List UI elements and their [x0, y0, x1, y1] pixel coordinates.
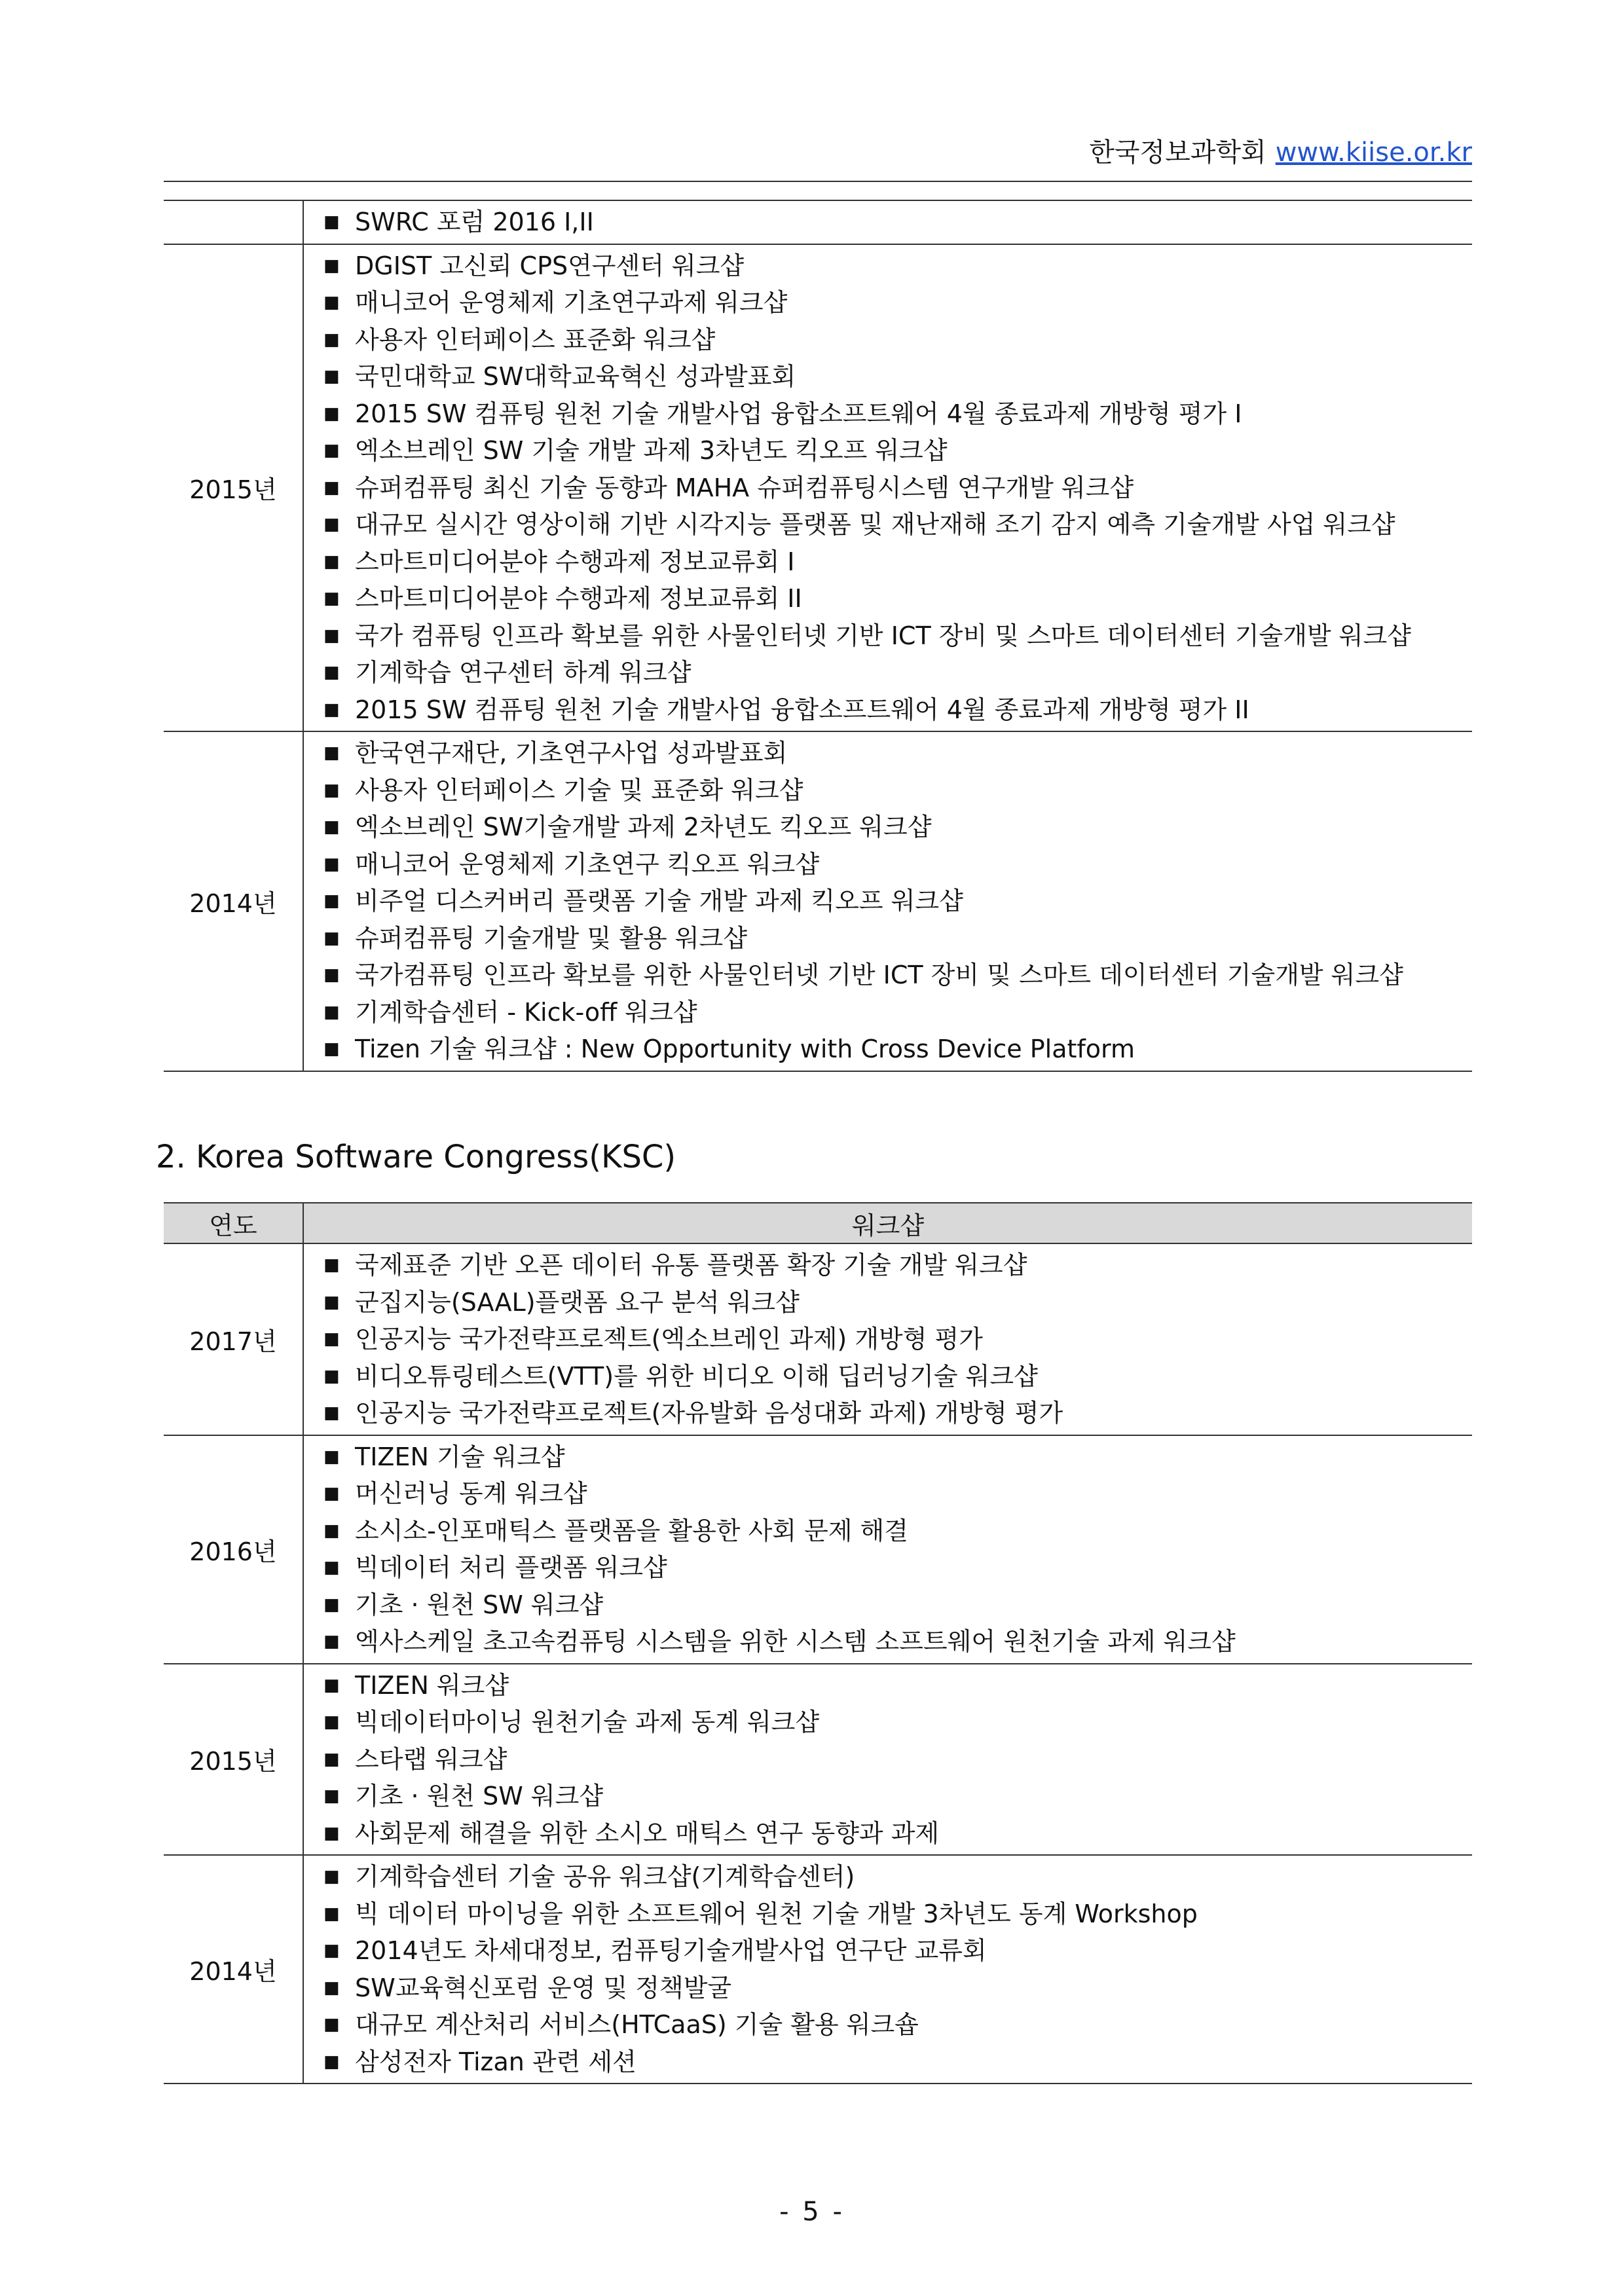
- list-item: [323, 1031, 1472, 1068]
- square-bullet-icon: ■: [323, 1446, 340, 1467]
- workshop-item-text: TIZEN 기술 워크샵: [355, 1442, 565, 1471]
- workshop-item-text: 사용자 인터페이스 기술 및 표준화 워크샵: [355, 775, 803, 805]
- list-item: [323, 506, 1472, 543]
- square-bullet-icon: ■: [323, 367, 340, 386]
- list-item: [323, 1815, 1472, 1852]
- workshop-list-cell: [303, 1855, 1472, 2084]
- year-group-row: [164, 200, 1472, 244]
- workshop-item-text: 2014년도 차세대정보, 컴퓨팅기술개발사업 연구단 교류회: [355, 1936, 987, 1965]
- square-bullet-icon: ■: [323, 1977, 340, 1998]
- square-bullet-icon: ■: [323, 1520, 340, 1541]
- year-group-row: [164, 1435, 1472, 1664]
- workshop-item-text: 기계학습 연구센터 하계 워크샵: [355, 658, 692, 687]
- list-item: [323, 1513, 1472, 1550]
- year-column-header: 연도: [164, 1203, 303, 1243]
- square-bullet-icon: ■: [323, 1632, 340, 1651]
- list-item: [323, 1439, 1472, 1476]
- workshop-item-text: 2015 SW 컴퓨팅 원천 기술 개발사업 융합소프트웨어 4월 종료과제 개방형 평가 I: [355, 399, 1242, 428]
- square-bullet-icon: ■: [323, 928, 340, 948]
- workshop-item-text: 대규모 계산처리 서비스(HTCaaS) 기술 활용 워크숍: [355, 2010, 919, 2039]
- workshop-item-text: 비주얼 디스커버리 플랫폼 기술 개발 과제 킥오프 워크샵: [355, 887, 963, 915]
- square-bullet-icon: ■: [323, 699, 340, 720]
- page-header: [164, 130, 1472, 182]
- workshop-list: [323, 735, 1472, 1068]
- workshop-list: [323, 1667, 1472, 1852]
- square-bullet-icon: ■: [323, 1002, 340, 1022]
- list-item: [323, 2044, 1472, 2081]
- list-item: [323, 1475, 1472, 1513]
- square-bullet-icon: ■: [323, 817, 340, 837]
- list-item: [323, 248, 1472, 285]
- workshop-item-text: 스마트미디어분야 수행과제 정보교류회 I: [355, 547, 795, 576]
- workshop-item-text: 머신러닝 동계 워크샵: [355, 1479, 587, 1508]
- square-bullet-icon: ■: [323, 551, 340, 572]
- square-bullet-icon: ■: [323, 1712, 340, 1732]
- workshop-item-text: SWRC 포럼 2016 I,II: [355, 208, 594, 236]
- header-url-link[interactable]: www.kiise.or.kr: [1275, 138, 1472, 168]
- list-item: [323, 2006, 1472, 2044]
- list-item: [323, 321, 1472, 359]
- list-item: [323, 691, 1472, 729]
- list-item: [323, 358, 1472, 395]
- workshop-item-text: 빅데이터마이닝 원천기술 과제 동계 워크샵: [355, 1708, 820, 1736]
- workshop-list-cell: [303, 244, 1472, 732]
- workshop-table-continued: [164, 200, 1472, 1072]
- list-item: [323, 654, 1472, 691]
- square-bullet-icon: ■: [323, 625, 340, 646]
- ksc-workshop-table: [164, 1202, 1472, 2084]
- list-item: [323, 580, 1472, 617]
- workshop-item-text: SW교육혁신포럼 운영 및 정책발굴: [355, 1973, 732, 2002]
- workshop-item-text: 매니코어 운영체제 기초연구 킥오프 워크샵: [355, 849, 820, 879]
- list-item: [323, 1704, 1472, 1741]
- workshop-item-text: 매니코어 운영체제 기초연구과제 워크샵: [355, 288, 788, 317]
- workshop-item-text: 스타랩 워크샵: [355, 1744, 507, 1774]
- year-cell: 2014년: [164, 731, 303, 1071]
- square-bullet-icon: ■: [323, 441, 340, 460]
- list-item: [323, 735, 1472, 772]
- square-bullet-icon: ■: [323, 1941, 340, 1960]
- list-item: [323, 1623, 1472, 1661]
- workshop-item-text: TIZEN 워크샵: [355, 1670, 509, 1700]
- square-bullet-icon: ■: [323, 1255, 340, 1275]
- workshop-item-text: 국제표준 기반 오픈 데이터 유통 플랫폼 확장 기술 개발 워크샵: [355, 1251, 1027, 1279]
- list-item: [323, 543, 1472, 581]
- square-bullet-icon: ■: [323, 2051, 340, 2072]
- year-group-row: [164, 1664, 1472, 1856]
- square-bullet-icon: ■: [323, 891, 340, 911]
- list-item: [323, 1970, 1472, 2007]
- workshop-item-text: 삼성전자 Tizan 관련 세션: [355, 2047, 637, 2076]
- workshop-list: [323, 204, 1472, 241]
- year-cell: [164, 200, 303, 244]
- list-item: [323, 617, 1472, 655]
- square-bullet-icon: ■: [323, 255, 340, 276]
- workshop-item-text: 2015 SW 컴퓨팅 원천 기술 개발사업 융합소프트웨어 4월 종료과제 개방형 평가 II: [355, 695, 1249, 724]
- list-item: [323, 1741, 1472, 1778]
- year-cell: 2015년: [164, 1664, 303, 1856]
- list-item: [323, 204, 1472, 241]
- square-bullet-icon: ■: [323, 1867, 340, 1886]
- workshop-column-header: 워크샵: [303, 1203, 1472, 1243]
- workshop-list-cell: [303, 200, 1472, 244]
- workshop-list: [323, 1439, 1472, 1661]
- square-bullet-icon: ■: [323, 663, 340, 682]
- square-bullet-icon: ■: [323, 1675, 340, 1695]
- workshop-item-text: 엑사스케일 초고속컴퓨팅 시스템을 위한 시스템 소프트웨어 원천기술 과제 워크샵: [355, 1627, 1236, 1656]
- workshop-item-text: 사용자 인터페이스 표준화 워크샵: [355, 325, 716, 354]
- workshop-item-text: 엑소브레인 SW기술개발 과제 2차년도 킥오프 워크샵: [355, 813, 932, 841]
- square-bullet-icon: ■: [323, 1823, 340, 1843]
- list-item: [323, 1858, 1472, 1896]
- square-bullet-icon: ■: [323, 293, 340, 312]
- workshop-item-text: 소시소-인포매틱스 플랫폼을 활용한 사회 문제 해결: [355, 1516, 908, 1545]
- list-item: [323, 1247, 1472, 1284]
- workshop-item-text: 국가컴퓨팅 인프라 확보를 위한 사물인터넷 기반 ICT 장비 및 스마트 데이터센터 기술개발 워크샵: [355, 961, 1403, 989]
- workshop-item-text: 슈퍼컴퓨팅 기술개발 및 활용 워크샵: [355, 923, 747, 953]
- workshop-item-text: 인공지능 국가전략프로젝트(엑소브레인 과제) 개방형 평가: [355, 1325, 983, 1353]
- square-bullet-icon: ■: [323, 212, 340, 232]
- square-bullet-icon: ■: [323, 1484, 340, 1503]
- square-bullet-icon: ■: [323, 1292, 340, 1312]
- workshop-item-text: 스마트미디어분야 수행과제 정보교류회 II: [355, 584, 802, 613]
- square-bullet-icon: ■: [323, 1366, 340, 1386]
- list-item: [323, 469, 1472, 507]
- list-item: [323, 846, 1472, 883]
- workshop-item-text: Tizen 기술 워크샵 : New Opportunity with Cross Device Platform: [355, 1035, 1135, 1063]
- list-item: [323, 1778, 1472, 1815]
- workshop-item-text: 군집지능(SAAL)플랫폼 요구 분석 워크샵: [355, 1287, 800, 1317]
- page-number: - 5 -: [779, 2197, 845, 2227]
- list-item: [323, 1321, 1472, 1358]
- square-bullet-icon: ■: [323, 1594, 340, 1615]
- workshop-item-text: 기계학습센터 기술 공유 워크샵(기계학습센터): [355, 1862, 855, 1891]
- list-item: [323, 957, 1472, 994]
- list-item: [323, 1395, 1472, 1432]
- square-bullet-icon: ■: [323, 403, 340, 424]
- workshop-item-text: 빅데이터 처리 플랫폼 워크샵: [355, 1553, 667, 1582]
- square-bullet-icon: ■: [323, 780, 340, 800]
- workshop-item-text: 국민대학교 SW대학교육혁신 성과발표회: [355, 362, 796, 391]
- workshop-item-text: 슈퍼컴퓨팅 최신 기술 동향과 MAHA 슈퍼컴퓨팅시스템 연구개발 워크샵: [355, 473, 1134, 502]
- square-bullet-icon: ■: [323, 329, 340, 350]
- list-item: [323, 1667, 1472, 1704]
- list-item: [323, 432, 1472, 469]
- list-item: [323, 772, 1472, 809]
- square-bullet-icon: ■: [323, 2015, 340, 2034]
- year-group-row: [164, 731, 1472, 1071]
- list-item: [323, 1549, 1472, 1587]
- square-bullet-icon: ■: [323, 1329, 340, 1349]
- list-item: [323, 1932, 1472, 1970]
- workshop-item-text: 기초 · 원천 SW 워크샵: [355, 1782, 604, 1810]
- year-cell: 2016년: [164, 1435, 303, 1664]
- workshop-item-text: DGIST 고신뢰 CPS연구센터 워크샵: [355, 251, 745, 280]
- workshop-list-cell: [303, 731, 1472, 1071]
- square-bullet-icon: ■: [323, 1786, 340, 1806]
- square-bullet-icon: ■: [323, 743, 340, 763]
- workshop-item-text: 기초 · 원천 SW 워크샵: [355, 1590, 604, 1619]
- list-item: [323, 994, 1472, 1031]
- workshop-item-text: 인공지능 국가전략프로젝트(자유발화 음성대화 과제) 개방형 평가: [355, 1399, 1063, 1427]
- list-item: [323, 920, 1472, 957]
- workshop-item-text: 한국연구재단, 기초연구사업 성과발표회: [355, 739, 788, 767]
- square-bullet-icon: ■: [323, 1039, 340, 1059]
- square-bullet-icon: ■: [323, 477, 340, 498]
- workshop-item-text: 비디오튜링테스트(VTT)를 위한 비디오 이해 딥러닝기술 워크샵: [355, 1361, 1038, 1391]
- workshop-item-text: 사회문제 해결을 위한 소시오 매틱스 연구 동향과 과제: [355, 1818, 940, 1848]
- square-bullet-icon: ■: [323, 515, 340, 534]
- list-item: [323, 284, 1472, 321]
- list-item: [323, 1284, 1472, 1321]
- table-header-row: [164, 1203, 1472, 1243]
- square-bullet-icon: ■: [323, 1749, 340, 1769]
- workshop-item-text: 대규모 실시간 영상이해 기반 시각지능 플랫폼 및 재난재해 조기 감지 예측 기술개발 사업 워크샵: [355, 510, 1395, 539]
- square-bullet-icon: ■: [323, 1403, 340, 1423]
- year-cell: 2017년: [164, 1243, 303, 1435]
- square-bullet-icon: ■: [323, 854, 340, 874]
- list-item: [323, 1587, 1472, 1624]
- workshop-item-text: 엑소브레인 SW 기술 개발 과제 3차년도 킥오프 워크샵: [355, 436, 948, 465]
- list-item: [323, 883, 1472, 920]
- year-group-row: [164, 1855, 1472, 2084]
- year-cell: 2015년: [164, 244, 303, 732]
- list-item: [323, 395, 1472, 433]
- list-item: [323, 809, 1472, 846]
- square-bullet-icon: ■: [323, 1903, 340, 1924]
- workshop-list-cell: [303, 1664, 1472, 1856]
- square-bullet-icon: ■: [323, 965, 340, 985]
- section-title: 2. Korea Software Congress(KSC): [156, 1139, 676, 1175]
- workshop-item-text: 기계학습센터 - Kick-off 워크샵: [355, 997, 697, 1027]
- list-item: [323, 1358, 1472, 1395]
- year-cell: 2014년: [164, 1855, 303, 2084]
- year-group-row: [164, 244, 1472, 732]
- workshop-list-cell: [303, 1243, 1472, 1435]
- workshop-item-text: 빅 데이터 마이닝을 위한 소프트웨어 원천 기술 개발 3차년도 동계 Workshop: [355, 1899, 1198, 1928]
- year-group-row: [164, 1243, 1472, 1435]
- workshop-list-cell: [303, 1435, 1472, 1664]
- workshop-list: [323, 1247, 1472, 1432]
- workshop-list: [323, 1858, 1472, 2080]
- square-bullet-icon: ■: [323, 1558, 340, 1577]
- square-bullet-icon: ■: [323, 589, 340, 608]
- header-org: 한국정보과학회: [1089, 138, 1266, 168]
- workshop-list: [323, 248, 1472, 729]
- workshop-item-text: 국가 컴퓨팅 인프라 확보를 위한 사물인터넷 기반 ICT 장비 및 스마트 데이터센터 기술개발 워크샵: [355, 621, 1411, 650]
- list-item: [323, 1896, 1472, 1933]
